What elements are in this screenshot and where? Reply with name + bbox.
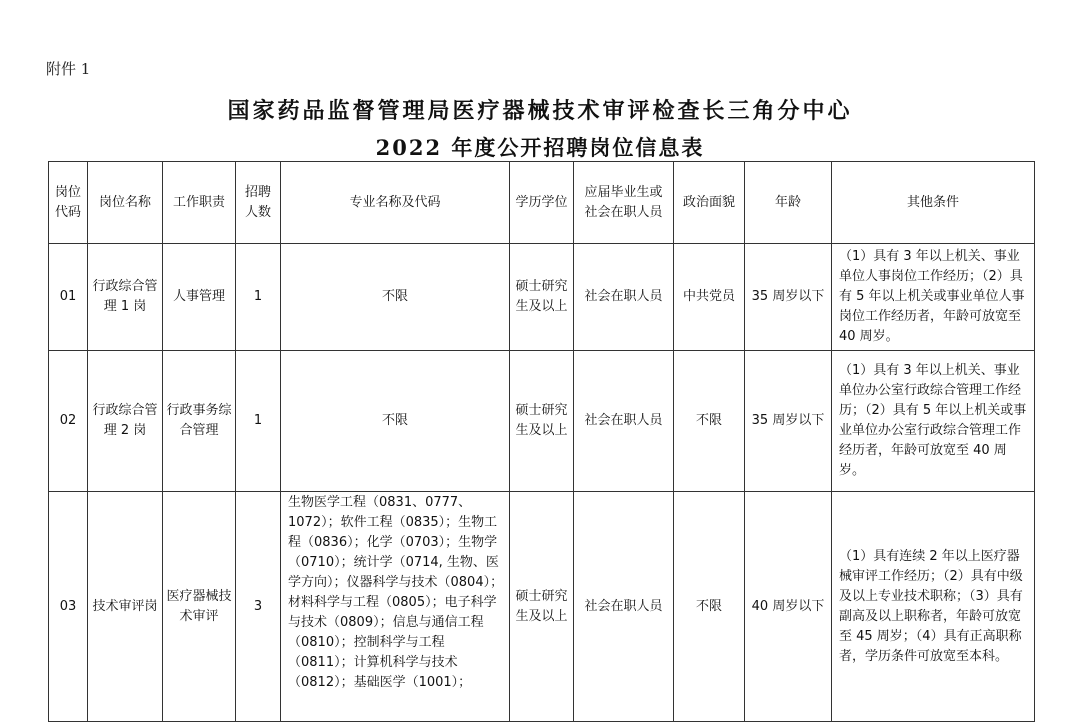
cell-duty: 行政事务综合管理: [163, 351, 236, 492]
cell-name: 行政综合管理 2 岗: [88, 351, 163, 492]
cell-source: 社会在职人员: [574, 492, 674, 722]
header-count: 招聘人数: [236, 162, 281, 244]
table-row: [49, 351, 1035, 492]
cell-name: 行政综合管理 1 岗: [88, 244, 163, 351]
cell-source: 社会在职人员: [574, 244, 674, 351]
table-row: [49, 492, 1035, 722]
cell-other: （1）具有 3 年以上机关、事业单位办公室行政综合管理工作经历；（2）具有 5 年以上机关或事业单位办公室行政综合管理工作经历者，年龄可放宽至 40 周岁。: [832, 351, 1035, 492]
cell-political: 中共党员: [674, 244, 745, 351]
document-subtitle: 2022 年度公开招聘岗位信息表: [375, 135, 705, 160]
cell-code: 01: [49, 244, 88, 351]
cell-source: 社会在职人员: [574, 351, 674, 492]
cell-code: 03: [49, 492, 88, 722]
cell-count: 1: [236, 244, 281, 351]
cell-age: 40 周岁以下: [745, 492, 832, 722]
cell-major: 不限: [281, 351, 510, 492]
header-major: 专业名称及代码: [281, 162, 510, 244]
table-header-row: [49, 162, 1035, 244]
header-code: 岗位代码: [49, 162, 88, 244]
cell-count: 1: [236, 351, 281, 492]
cell-other: （1）具有连续 2 年以上医疗器械审评工作经历；（2）具有中级及以上专业技术职称；（3）具有副高及以上职称者，年龄可放宽至 45 周岁；（4）具有正高职称者，学历条件可放宽至本科。: [832, 492, 1035, 722]
cell-count: 3: [236, 492, 281, 722]
cell-other: （1）具有 3 年以上机关、事业单位人事岗位工作经历；（2）具有 5 年以上机关或事业单位人事岗位工作经历者，年龄可放宽至 40 周岁。: [832, 244, 1035, 351]
cell-duty: 医疗器械技术审评: [163, 492, 236, 722]
cell-political: 不限: [674, 351, 745, 492]
cell-education: 硕士研究生及以上: [510, 351, 574, 492]
header-age: 年龄: [745, 162, 832, 244]
cell-education: 硕士研究生及以上: [510, 244, 574, 351]
cell-age: 35 周岁以下: [745, 244, 832, 351]
cell-political: 不限: [674, 492, 745, 722]
cell-education: 硕士研究生及以上: [510, 492, 574, 722]
header-other: 其他条件: [832, 162, 1035, 244]
header-political: 政治面貌: [674, 162, 745, 244]
cell-code: 02: [49, 351, 88, 492]
header-name: 岗位名称: [88, 162, 163, 244]
cell-major: 不限: [281, 244, 510, 351]
header-duty: 工作职责: [163, 162, 236, 244]
attachment-label: 附件 1: [46, 60, 91, 78]
cell-duty: 人事管理: [163, 244, 236, 351]
header-education: 学历学位: [510, 162, 574, 244]
cell-major: 生物医学工程（0831、0777、1072）；软件工程（0835）；生物工程（0836）；化学（0703）；生物学（0710）；统计学（0714, 生物、医学方向）；仪器科学与技术（0804）；材料科学与工程（0805）；电子科学与技术（0809）；信息与通信工程（0810）；控制科学与工程（0811）；计算机科学与技术（0812）；基础医学（1001）；: [281, 492, 510, 722]
cell-name: 技术审评岗: [88, 492, 163, 722]
header-source: 应届毕业生或 社会在职人员: [574, 162, 674, 244]
recruitment-table: [48, 161, 1035, 722]
document-title: 国家药品监督管理局医疗器械技术审评检查长三角分中心: [227, 98, 853, 124]
table-row: [49, 244, 1035, 351]
cell-age: 35 周岁以下: [745, 351, 832, 492]
